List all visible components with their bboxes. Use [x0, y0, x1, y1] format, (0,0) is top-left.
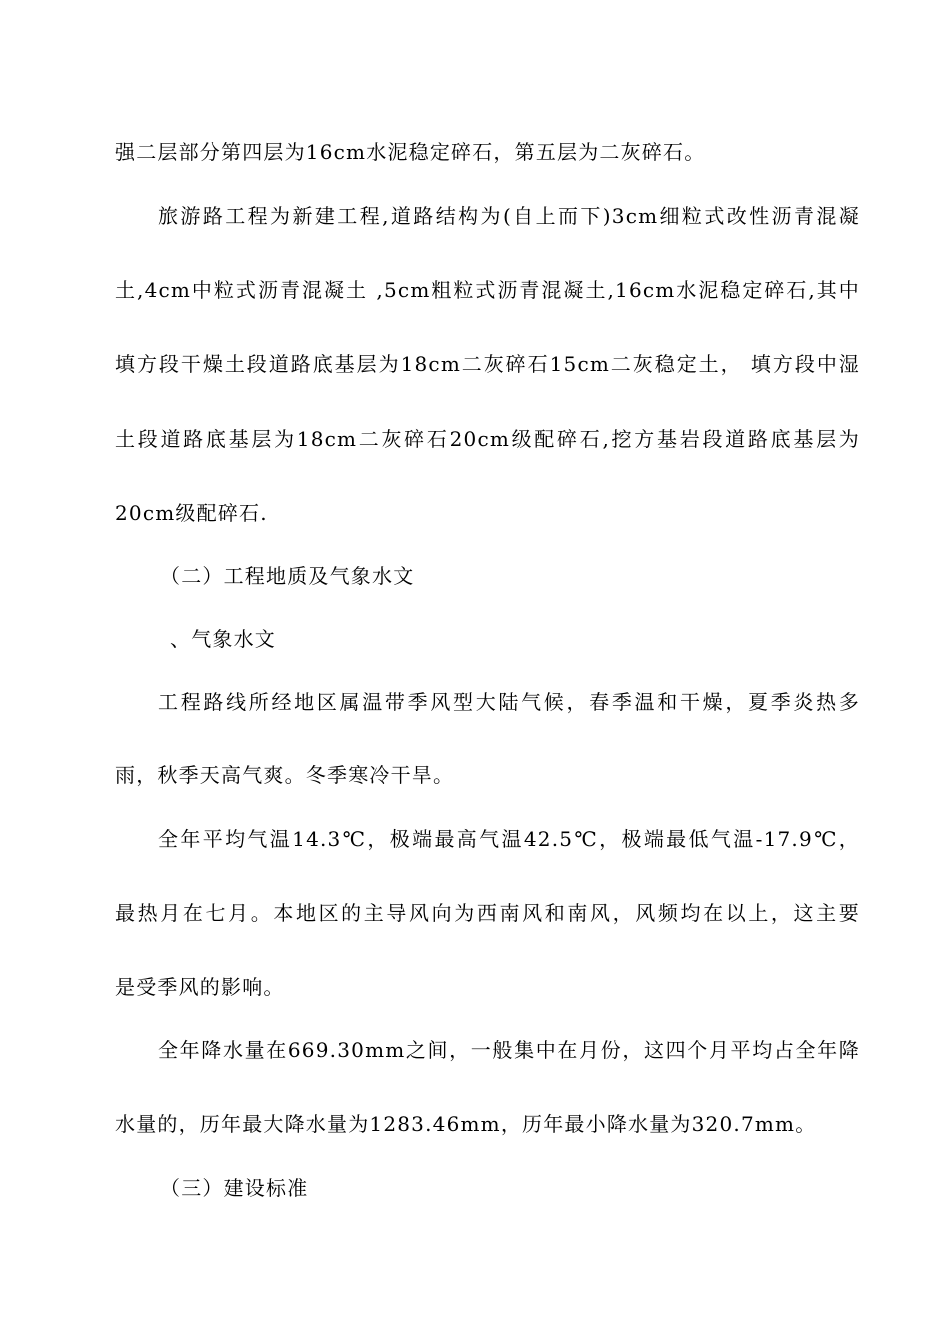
- text-line-15: 水量的，历年最大降水量为1283.46mm，历年最小降水量为320.7mm。: [115, 1112, 817, 1136]
- subsection-heading: 、气象水文: [170, 627, 276, 651]
- section-heading-3: （三）建设标准: [160, 1176, 309, 1200]
- text-line-4: 填方段干燥土段道路底基层为18cm二灰碎石15cm二灰稳定土， 填方段中湿: [115, 352, 860, 376]
- text-line-6: 20cm级配碎石.: [115, 501, 268, 525]
- text-line-14: 全年降水量在669.30mm之间，一般集中在月份，这四个月平均占全年降: [158, 1038, 860, 1062]
- text-line-5: 土段道路底基层为18cm二灰碎石20cm级配碎石,挖方基岩段道路底基层为: [115, 427, 860, 451]
- text-line-3: 土,4cm中粒式沥青混凝土 ,5cm粗粒式沥青混凝土,16cm水泥稳定碎石,其中: [115, 278, 860, 302]
- text-line-13: 是受季风的影响。: [115, 975, 285, 999]
- text-line-11: 全年平均气温14.3℃，极端最高气温42.5℃，极端最低气温-17.9℃，: [158, 827, 860, 851]
- text-line-12: 最热月在七月。本地区的主导风向为西南风和南风，风频均在以上，这主要: [115, 901, 860, 925]
- text-line-2: 旅游路工程为新建工程,道路结构为(自上而下)3cm细粒式改性沥青混凝: [158, 204, 860, 228]
- section-heading-2: （二）工程地质及气象水文: [160, 564, 415, 588]
- text-line-10: 雨，秋季天高气爽。冬季寒冷干旱。: [115, 763, 455, 787]
- text-line-1: 强二层部分第四层为16cm水泥稳定碎石，第五层为二灰碎石。: [115, 140, 706, 164]
- text-line-9: 工程路线所经地区属温带季风型大陆气候，春季温和干燥，夏季炎热多: [158, 690, 860, 714]
